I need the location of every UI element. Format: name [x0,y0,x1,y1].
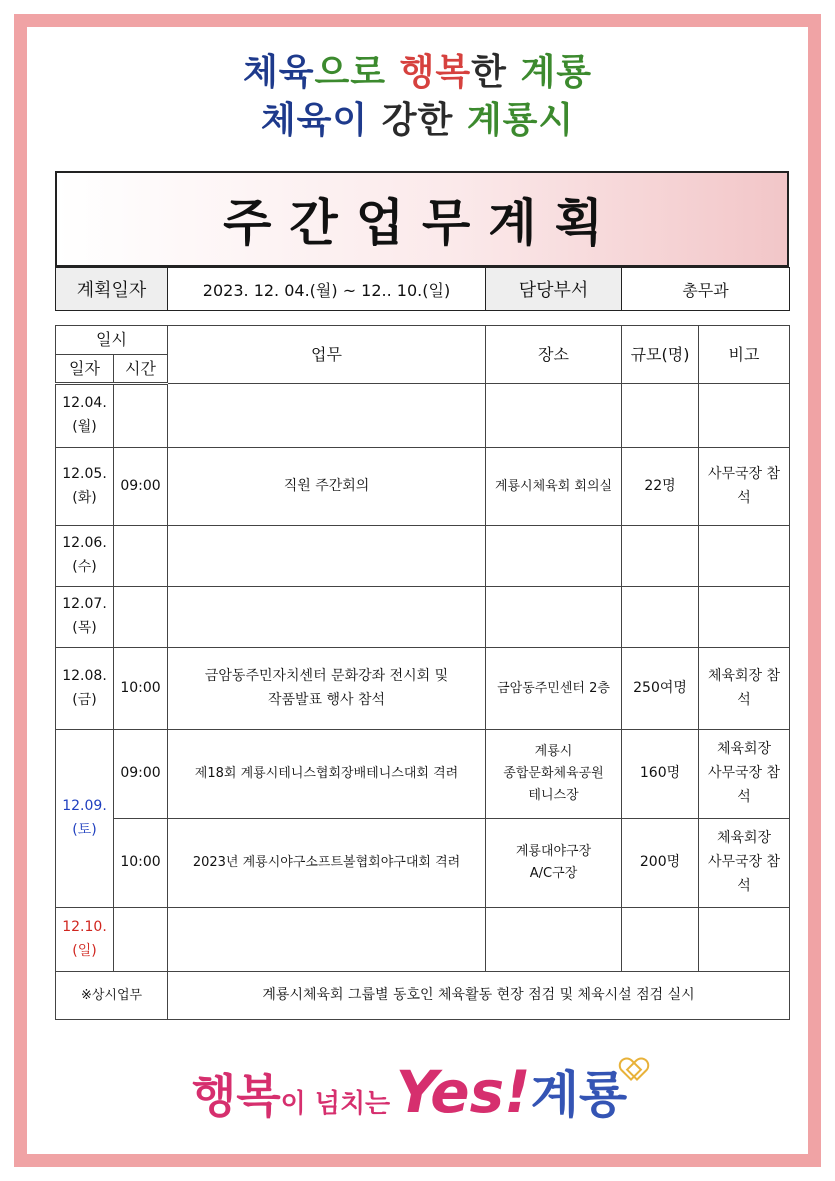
scale-cell: 22명 [622,448,699,526]
remark-cell: 사무국장 참석 [699,448,790,526]
time-cell [114,587,168,648]
place-cell: 계룡시체육회 회의실 [486,448,622,526]
time-cell [114,384,168,448]
remark-cell: 체육회장 참석 [699,648,790,730]
task-cell: 제18회 계룡시테니스협회장배테니스대회 격려 [168,730,486,819]
time-cell: 10:00 [114,819,168,908]
slogan-word: 한 [471,52,521,93]
table-row [56,648,790,730]
slogan-line-2 [0,92,835,143]
day-weekday: (목) [72,620,97,637]
day-weekday: (금) [72,691,97,708]
table-row [56,908,790,972]
header-date: 일자 [56,355,114,384]
place-cell [486,730,622,819]
day-cell [56,384,114,448]
standing-label: ※상시업무 [56,972,168,1020]
slogan-word: 강한 [381,100,467,141]
slogan-word: 이 [332,100,382,141]
day-cell [56,730,114,908]
place-line: 계룡대야구장 [515,844,592,860]
day-weekday: (화) [72,489,97,506]
place-cell [486,526,622,587]
day-date: 12.08. [62,667,107,684]
slogan-word: 계룡 [520,52,593,93]
slogan-word: 체육 [260,100,333,141]
remark-cell [699,384,790,448]
day-date: 12.06. [62,535,107,552]
time-cell [114,908,168,972]
table-row [56,730,790,819]
day-weekday: (일) [72,942,97,959]
header-scale: 규모(명) [622,326,699,384]
task-cell [168,526,486,587]
remark-line: 사무국장 참석 [707,765,781,806]
table-row [56,587,790,648]
task-cell [168,384,486,448]
schedule-table [55,325,790,1020]
day-weekday: (수) [72,559,97,576]
footer-logo-part: 이 넘치는 [280,1089,391,1119]
standing-text: 계룡시체육회 그룹별 동호인 체육활동 현장 점검 및 체육시설 점검 실시 [168,972,790,1020]
table-row [56,384,790,448]
scale-cell: 250여명 [622,648,699,730]
footer-logo [0,1055,835,1127]
day-cell [56,448,114,526]
day-date: 12.04. [62,395,107,412]
task-line: 금암동주민자치센터 문화강좌 전시회 및 [204,667,449,684]
place-cell: 금암동주민센터 2층 [486,648,622,730]
remark-cell [699,587,790,648]
day-cell [56,908,114,972]
task-cell [168,908,486,972]
slogan-word: 으로 [314,52,400,93]
time-cell [114,526,168,587]
remark-cell [699,819,790,908]
place-line: 테니스장 [528,788,579,804]
time-cell: 09:00 [114,730,168,819]
header-datetime: 일시 [56,326,168,355]
scale-cell [622,587,699,648]
place-cell [486,587,622,648]
place-line: A/C구장 [529,866,578,882]
table-row [56,448,790,526]
scale-cell: 160명 [622,730,699,819]
day-cell [56,526,114,587]
remark-line: 사무국장 참석 [707,854,781,895]
day-cell [56,587,114,648]
time-cell: 09:00 [114,448,168,526]
day-date: 12.05. [62,465,107,482]
footer-logo-part: Yes! [395,1058,531,1126]
place-line: 계룡시 [534,744,573,760]
scale-cell [622,384,699,448]
header-remark: 비고 [699,326,790,384]
day-cell [56,648,114,730]
header-time: 시간 [114,355,168,384]
time-cell: 10:00 [114,648,168,730]
place-cell [486,819,622,908]
table-row [56,819,790,908]
page-title: 주간업무계획 [223,194,621,252]
scale-cell [622,526,699,587]
day-weekday: (월) [72,419,97,436]
dept-value: 총무과 [622,268,790,311]
task-cell [168,587,486,648]
footer-logo-part: 계룡 [530,1066,628,1124]
task-cell: 직원 주간회의 [168,448,486,526]
slogan-word: 계룡시 [466,100,575,141]
table-row [56,526,790,587]
day-date: 12.10. [62,918,107,935]
place-cell [486,908,622,972]
day-date: 12.09. [62,797,107,814]
remark-cell [699,908,790,972]
task-cell [168,648,486,730]
dept-label: 담당부서 [486,268,622,311]
remark-cell [699,730,790,819]
plan-info-table [55,267,790,311]
footer-logo-part: 행복 [191,1069,281,1123]
place-cell [486,384,622,448]
slogan-word: 행복 [399,52,472,93]
day-weekday: (토) [72,821,97,838]
place-line: 종합문화체육공원 [503,766,604,782]
task-cell: 2023년 계룡시야구소프트볼협회야구대회 격려 [168,819,486,908]
table-row [56,972,790,1020]
remark-cell [699,526,790,587]
title-banner [55,171,789,267]
heart-icon [621,1059,643,1081]
day-date: 12.07. [62,596,107,613]
header-task: 업무 [168,326,486,384]
scale-cell: 200명 [622,819,699,908]
scale-cell [622,908,699,972]
header-place: 장소 [486,326,622,384]
remark-line: 체육회장 [716,830,772,847]
plan-date-label: 계획일자 [56,268,168,311]
slogan-line-1 [0,44,835,95]
slogan-word: 체육 [242,52,315,93]
task-line: 작품발표 행사 참석 [267,691,386,708]
plan-date-value: 2023. 12. 04.(월) ~ 12.. 10.(일) [168,268,486,311]
remark-line: 체육회장 [716,741,772,758]
